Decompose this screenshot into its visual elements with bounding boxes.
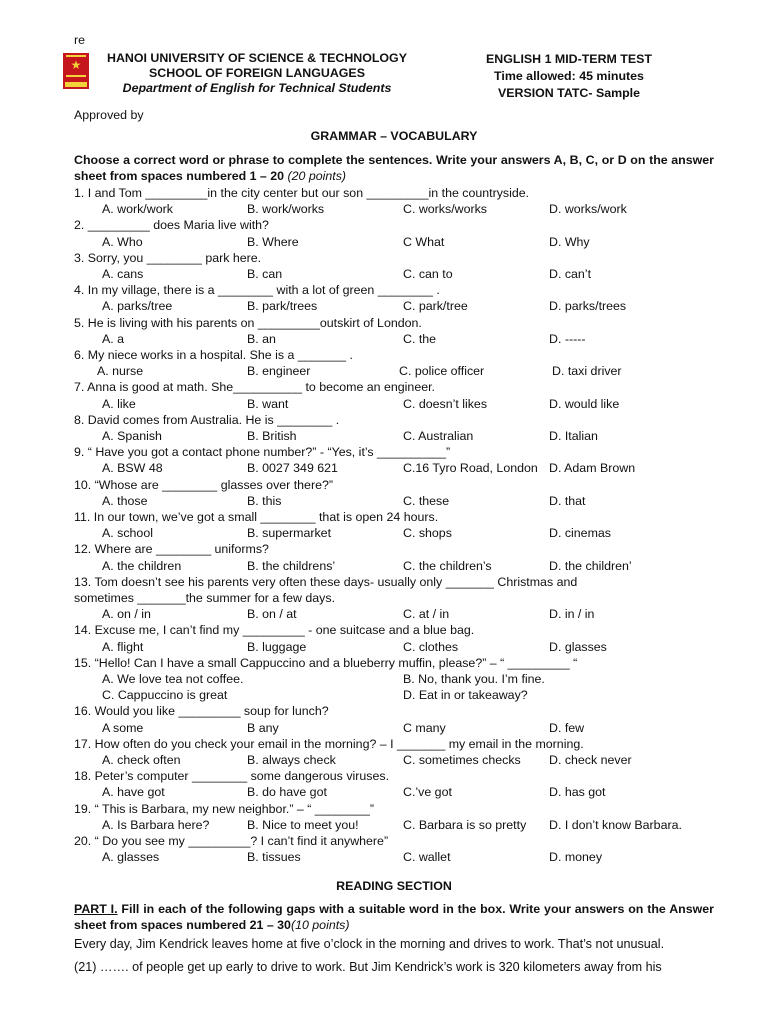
question-13-continued: sometimes _______the summer for a few days. [74, 591, 336, 605]
reading-instruction [74, 901, 714, 933]
question-7-option-c: C. doesn’t likes [403, 396, 488, 411]
question-19-option-c: C. Barbara is so pretty [403, 817, 527, 832]
question-14-option-d: D. glasses [549, 639, 607, 654]
question-3: 3. Sorry, you ________ park here. [74, 250, 262, 265]
question-10-option-c: C. these [403, 493, 450, 508]
question-2-option-b: B. Where [247, 234, 299, 249]
question-13-option-c: C. at / in [403, 607, 450, 622]
question-5-option-d: D. ----- [549, 331, 586, 346]
question-1: 1. I and Tom _________in the city center but our son _________in the countryside. [74, 186, 530, 200]
reading-points: (10 points) [290, 918, 350, 932]
question-18-option-d: D. has got [549, 785, 606, 800]
question-2-option-d: D. Why [549, 234, 590, 249]
question-9-option-a: A. BSW 48 [102, 461, 163, 476]
question-14: 14. Excuse me, I can’t find my _________ - one suitcase and a blue bag. [74, 623, 475, 638]
question-5-option-a: A. a [102, 331, 125, 346]
question-11-option-b: B. supermarket [247, 526, 332, 541]
test-title: ENGLISH 1 MID-TERM TEST [486, 52, 652, 66]
question-18-option-c: C.’ve got [403, 785, 452, 800]
question-15-option-c: C. Cappuccino is great [102, 688, 228, 703]
question-13-option-a: A. on / in [102, 607, 151, 622]
question-8: 8. David comes from Australia. He is ________ . [74, 412, 340, 427]
question-12: 12. Where are ________ uniforms? [74, 542, 269, 557]
question-7-option-a: A. like [102, 396, 136, 411]
question-3-option-a: A. cans [102, 267, 144, 281]
question-13-option-d: D. in / in [549, 607, 595, 622]
question-9-option-c: C.16 Tyro Road, London [403, 461, 538, 476]
question-1-option-b: B. work/works [247, 202, 325, 217]
grammar-points: (20 points) [287, 169, 347, 183]
question-12-option-a: A. the children [102, 558, 182, 573]
question-19-option-a: A. Is Barbara here? [102, 817, 210, 832]
question-6-option-d: D. taxi driver [552, 364, 622, 379]
question-11: 11. In our town, we’ve got a small ________ that is open 24 hours. [74, 510, 439, 524]
grammar-instruction-text: Choose a correct word or phrase to complete the sentences. Write your answers A, B, C, or D on the answer sheet from spaces numbered 1 – 20 [74, 153, 714, 183]
question-4-option-a: A. parks/tree [102, 299, 173, 314]
question-20-option-c: C. wallet [403, 850, 451, 865]
part-label: PART I. [74, 902, 118, 916]
question-12-option-d: D. the children’ [549, 558, 632, 573]
question-5-option-c: C. the [403, 331, 437, 346]
question-1-option-d: D. works/work [549, 202, 627, 217]
question-14-option-c: C. clothes [403, 639, 459, 654]
question-6-option-c: C. police officer [399, 364, 485, 379]
question-13: 13. Tom doesn’t see his parents very often these days- usually only _______ Christmas and [74, 574, 578, 589]
reading-instruction-text: Fill in each of the following gaps with a suitable word in the box. Write your answers on the Answer sheet from spaces numbered 21 – 30 [74, 902, 714, 932]
question-16-option-d: D. few [549, 720, 585, 735]
question-11-option-d: D. cinemas [549, 526, 611, 541]
university-logo: ★ [63, 53, 89, 89]
question-16-option-b: B any [247, 720, 279, 735]
department-name: Department of English for Technical Students [122, 81, 392, 95]
question-11-option-c: C. shops [403, 526, 452, 541]
approved-by: Approved by [74, 108, 144, 122]
question-9-option-d: D. Adam Brown [549, 461, 636, 476]
question-7-option-b: B. want [247, 396, 289, 411]
question-14-option-a: A. flight [102, 639, 144, 654]
question-16-option-c: C many [403, 720, 446, 735]
question-19: 19. “ This is Barbara, my new neighbor.” – “ ________” [74, 801, 375, 816]
university-name: HANOI UNIVERSITY OF SCIENCE & TECHNOLOGY [107, 51, 407, 65]
question-17-option-d: D. check never [549, 753, 632, 767]
time-allowed: Time allowed: 45 minutes [494, 69, 644, 83]
question-2-option-a: A. Who [102, 234, 143, 249]
question-8-option-c: C. Australian [403, 429, 474, 443]
question-3-option-d: D. can’t [549, 267, 592, 281]
question-19-option-d: D. I don’t know Barbara. [549, 817, 682, 832]
reading-line-1: Every day, Jim Kendrick leaves home at five o’clock in the morning and drives to work. That’s not unusual. [74, 937, 665, 951]
test-version: VERSION TATC- Sample [497, 86, 641, 100]
reading-section-title: READING SECTION [336, 879, 452, 893]
question-16-option-a: A some [102, 720, 144, 735]
question-14-option-b: B. luggage [247, 639, 307, 654]
question-12-option-b: B. the childrens’ [247, 558, 336, 573]
question-1-option-c: C. works/works [403, 202, 487, 217]
question-3-option-b: B. can [247, 267, 283, 281]
question-5: 5. He is living with his parents on _________outskirt of London. [74, 315, 422, 330]
question-17-option-c: C. sometimes checks [403, 753, 521, 767]
question-6: 6. My niece works in a hospital. She is a _______ . [74, 348, 353, 362]
question-15-option-b: B. No, thank you. I’m fine. [403, 672, 545, 686]
institution-header [92, 51, 422, 96]
question-9-option-b: B. 0027 349 621 [247, 461, 338, 476]
question-4-option-b: B. park/trees [247, 299, 318, 314]
question-11-option-a: A. school [102, 526, 153, 541]
question-17-option-b: B. always check [247, 753, 336, 767]
question-18-option-b: B. do have got [247, 785, 327, 800]
question-10-option-d: D. that [549, 493, 586, 508]
school-name: SCHOOL OF FOREIGN LANGUAGES [149, 66, 365, 80]
question-2: 2. _________ does Maria live with? [74, 218, 269, 233]
question-20-option-b: B. tissues [247, 850, 301, 865]
question-10-option-a: A. those [102, 493, 148, 508]
question-16: 16. Would you like _________ soup for lunch? [74, 704, 329, 719]
question-6-option-a: A. nurse [97, 364, 144, 379]
question-18-option-a: A. have got [102, 785, 165, 800]
grammar-section-title: GRAMMAR – VOCABULARY [310, 129, 478, 143]
question-5-option-b: B. an [247, 331, 276, 346]
question-15-option-a: A. We love tea not coffee. [102, 672, 244, 686]
question-6-option-b: B. engineer [247, 364, 311, 379]
question-4-option-d: D. parks/trees [549, 299, 627, 314]
question-9: 9. “ Have you got a contact phone number?” - “Yes, it’s __________” [74, 445, 451, 460]
question-7: 7. Anna is good at math. She__________ to become an engineer. [74, 380, 435, 395]
question-15-option-d: D. Eat in or takeaway? [403, 688, 528, 703]
corner-text: re [74, 33, 86, 47]
question-7-option-d: D. would like [549, 396, 620, 411]
question-18: 18. Peter’s computer ________ some dangerous viruses. [74, 769, 390, 784]
question-2-option-c: C What [403, 234, 445, 249]
question-20-option-a: A. glasses [102, 850, 160, 865]
question-4: 4. In my village, there is a ________ with a lot of green ________ . [74, 283, 440, 298]
question-17-option-a: A. check often [102, 753, 181, 767]
question-13-option-b: B. on / at [247, 607, 297, 622]
question-15: 15. “Hello! Can I have a small Cappuccino and a blueberry muffin, please?” – “ _________ “ [74, 655, 578, 670]
question-8-option-a: A. Spanish [102, 429, 162, 443]
question-10-option-b: B. this [247, 493, 282, 508]
question-20: 20. “ Do you see my _________? I can’t find it anywhere” [74, 834, 389, 848]
question-8-option-b: B. British [247, 429, 297, 443]
test-info-header [474, 51, 664, 102]
question-4-option-c: C. park/tree [403, 299, 468, 314]
question-1-option-a: A. work/work [102, 202, 173, 217]
question-17: 17. How often do you check your email in the morning? – I _______ my email in the morning. [74, 736, 584, 751]
question-19-option-b: B. Nice to meet you! [247, 817, 359, 832]
question-3-option-c: C. can to [403, 267, 453, 281]
reading-line-2: (21) ……. of people get up early to drive to work. But Jim Kendrick’s work is 320 kilometers away from his [74, 960, 662, 974]
grammar-instruction [74, 152, 714, 184]
question-8-option-d: D. Italian [549, 429, 598, 443]
question-12-option-c: C. the children’s [403, 558, 492, 573]
question-20-option-d: D. money [549, 850, 603, 865]
question-10: 10. “Whose are ________ glasses over there?” [74, 477, 333, 492]
